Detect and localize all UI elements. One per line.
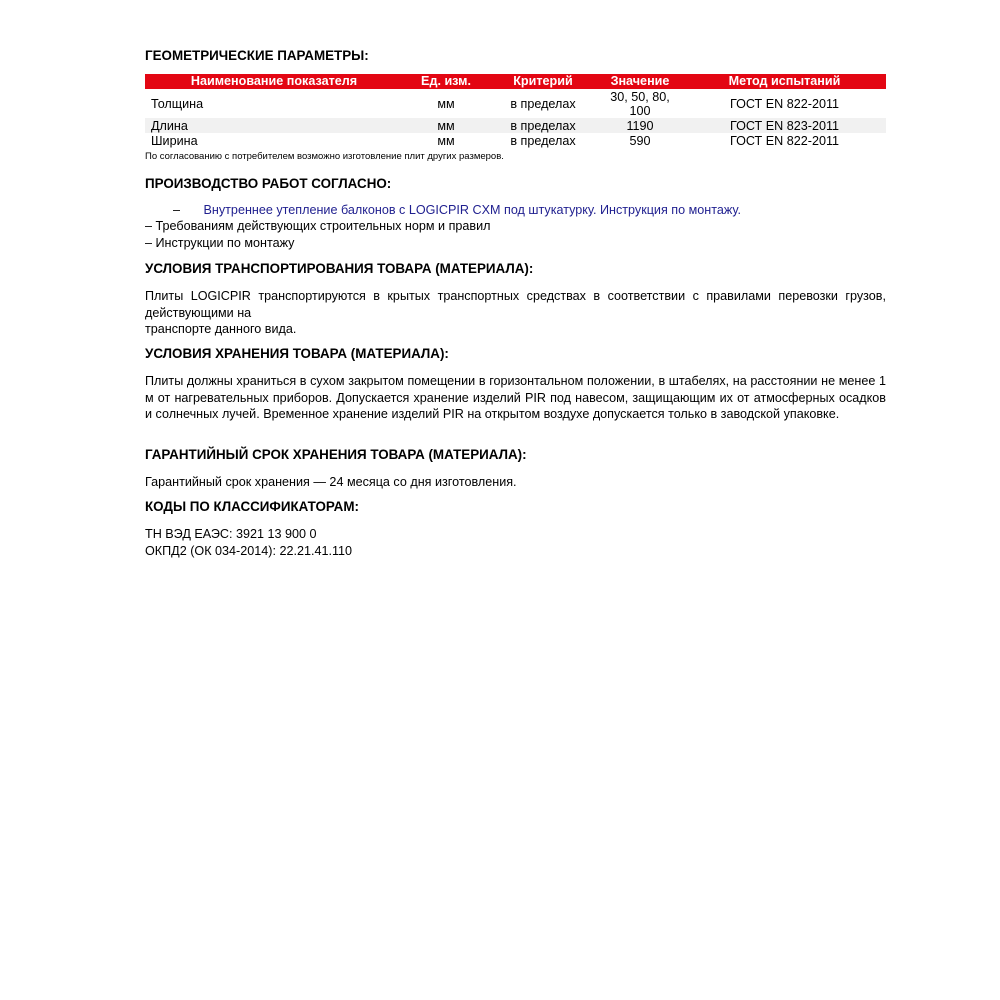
column-header-name: Наименование показателя bbox=[145, 74, 403, 89]
list-item: – Требованиям действующих строительных норм и правил bbox=[145, 219, 491, 233]
geometry-heading: ГЕОМЕТРИЧЕСКИЕ ПАРАМЕТРЫ: bbox=[145, 48, 369, 63]
table-row bbox=[145, 118, 886, 133]
instruction-link[interactable]: Внутреннее утепление балконов с LOGICPIR CXM под штукатурку. Инструкция по монтажу. bbox=[203, 203, 741, 217]
row-name: Длина bbox=[145, 118, 403, 133]
table-note: По согласованию с потребителем возможно изготовление плит других размеров. bbox=[145, 151, 504, 162]
instruction-link-line bbox=[173, 203, 741, 217]
list-dash: – bbox=[173, 203, 181, 217]
warranty-text: Гарантийный срок хранения — 24 месяца со дня изготовления. bbox=[145, 475, 517, 489]
row-criterion: в пределах bbox=[510, 133, 576, 148]
storage-text: Плиты должны храниться в сухом закрытом помещении в горизонтальном положении, в штабелях, на расстоянии не менее 1 м от нагревательных приборов. Допускается хранение изделий PIR под навесом, защищающим их от атмосферных осадков и солнечных лучей. Временное хранение изделий PIR на открытом воздухе допускается только в заводской упаковке. bbox=[145, 374, 886, 421]
row-method: ГОСТ EN 822-2011 bbox=[729, 96, 840, 111]
row-name: Ширина bbox=[151, 133, 198, 148]
column-header-unit: Ед. изм. bbox=[403, 74, 489, 89]
row-name: Толщина bbox=[151, 96, 204, 111]
transport-text-line1: Плиты LOGICPIR транспортируются в крытых транспортных средствах в соответствии с правилами перевозки грузов, действующими на bbox=[145, 289, 886, 320]
row-value-line1: 30, 50, 80, bbox=[610, 89, 670, 104]
row-unit: мм bbox=[403, 118, 489, 133]
geometry-table bbox=[145, 74, 886, 148]
transport-heading: УСЛОВИЯ ТРАНСПОРТИРОВАНИЯ ТОВАРА (МАТЕРИАЛА): bbox=[145, 261, 534, 276]
codes-line-okpd2: ОКПД2 (ОК 034-2014): 22.21.41.110 bbox=[145, 544, 353, 558]
codes-line-tnved: ТН ВЭД ЕАЭС: 3921 13 900 0 bbox=[145, 527, 317, 541]
list-item: – Инструкции по монтажу bbox=[145, 236, 295, 250]
row-value: 590 bbox=[629, 133, 651, 148]
transport-text bbox=[145, 288, 886, 338]
table-row bbox=[145, 133, 886, 148]
storage-heading: УСЛОВИЯ ХРАНЕНИЯ ТОВАРА (МАТЕРИАЛА): bbox=[145, 346, 449, 361]
row-value-line2: 100 bbox=[629, 103, 651, 118]
transport-text-line2: транспорте данного вида. bbox=[145, 322, 297, 336]
row-criterion: в пределах bbox=[510, 96, 576, 111]
column-header-method: Метод испытаний bbox=[683, 74, 886, 89]
row-unit: мм bbox=[437, 96, 455, 111]
row-value bbox=[597, 89, 683, 118]
row-criterion: в пределах bbox=[489, 118, 597, 133]
row-method: ГОСТ EN 823-2011 bbox=[683, 118, 886, 133]
row-value: 1190 bbox=[597, 118, 683, 133]
warranty-heading: ГАРАНТИЙНЫЙ СРОК ХРАНЕНИЯ ТОВАРА (МАТЕРИАЛА): bbox=[145, 447, 527, 462]
row-method: ГОСТ EN 822-2011 bbox=[729, 133, 840, 148]
table-header-row bbox=[145, 74, 886, 89]
table-row bbox=[145, 89, 886, 118]
production-heading: ПРОИЗВОДСТВО РАБОТ СОГЛАСНО: bbox=[145, 176, 392, 191]
codes-heading: КОДЫ ПО КЛАССИФИКАТОРАМ: bbox=[145, 499, 359, 514]
column-header-criterion: Критерий bbox=[489, 74, 597, 89]
column-header-value: Значение bbox=[597, 74, 683, 89]
row-unit: мм bbox=[437, 133, 455, 148]
